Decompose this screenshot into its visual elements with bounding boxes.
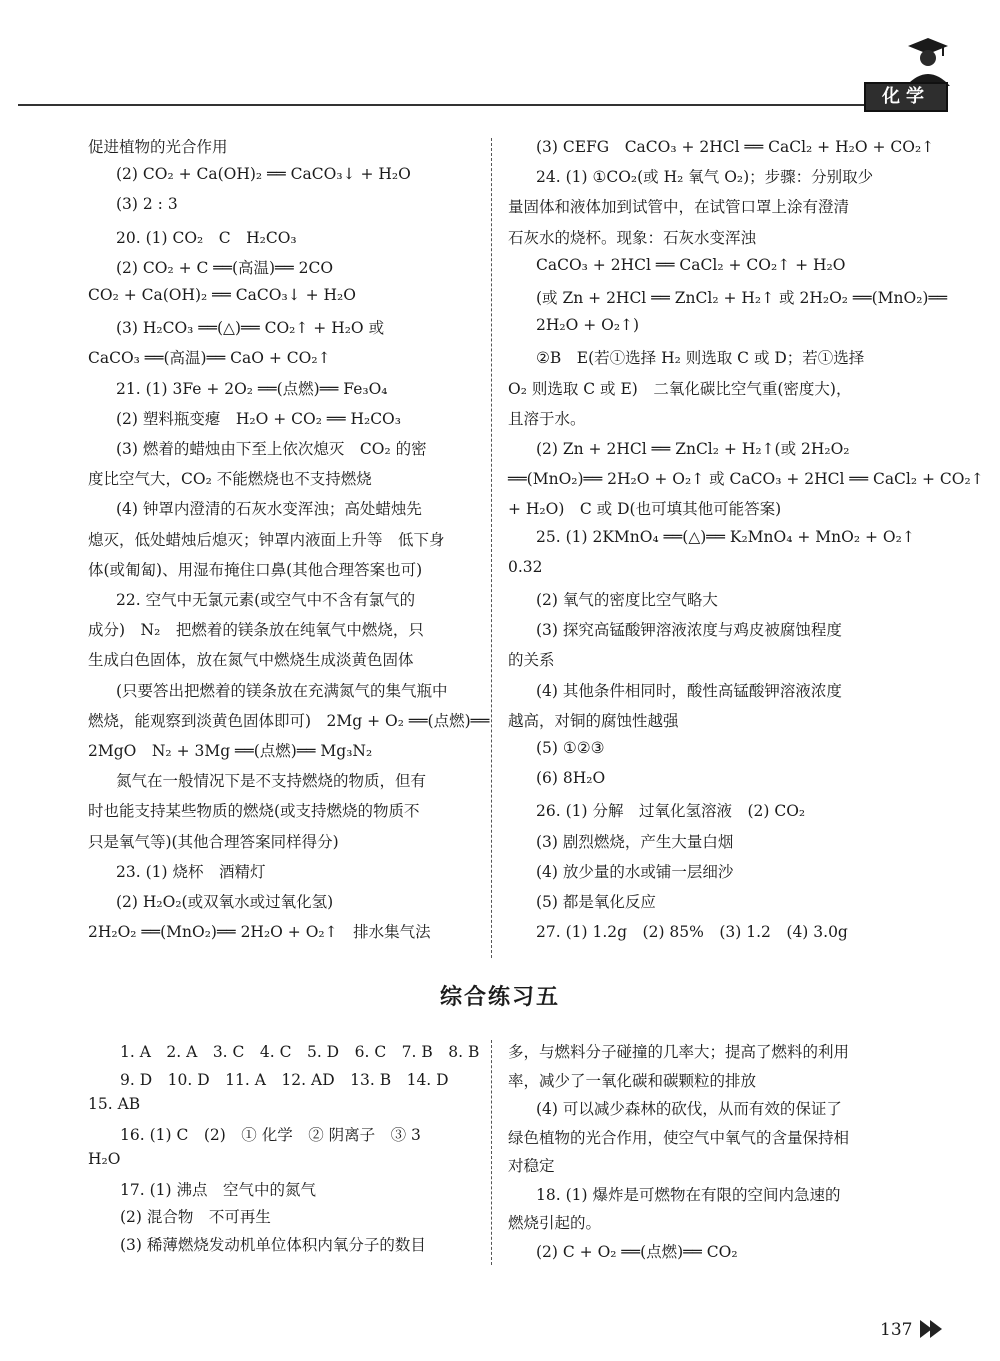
answer-line: (4) 钟罩内澄清的石灰水变浑浊；高处蜡烛先: [116, 500, 422, 519]
answer-line: (2) 混合物 不可再生: [120, 1208, 271, 1226]
answer-line: 绿色植物的光合作用，使空气中氧气的含量保持相: [508, 1128, 850, 1147]
answer-line: (3) 剧烈燃烧，产生大量白烟: [536, 832, 734, 851]
answer-line: 2H₂O + O₂↑): [536, 316, 640, 335]
answer-line: (2) CO₂ + C ══(高温)══ 2CO: [116, 258, 334, 277]
answer-line: 量固体和液体加到试管中，在试管口罩上涂有澄清: [508, 198, 850, 217]
answer-line: (5) ①②③: [536, 739, 605, 757]
answer-line: 21. (1) 3Fe + 2O₂ ══(点燃)══ Fe₃O₄: [116, 379, 388, 398]
answer-line: (4) 其他条件相同时，酸性高锰酸钾溶液浓度: [536, 681, 842, 700]
next-page-arrow-icon: [918, 1318, 946, 1340]
answer-line: 9. D 10. D 11. A 12. AD 13. B 14. D: [120, 1070, 449, 1089]
answer-line: 2H₂O₂ ══(MnO₂)══ 2H₂O + O₂↑ 排水集气法: [88, 923, 431, 942]
answer-line: 燃烧引起的。: [508, 1214, 602, 1232]
answer-line: (3) 稀薄燃烧发动机单位体积内氧分子的数目: [120, 1235, 426, 1254]
answer-line: 20. (1) CO₂ C H₂CO₃: [116, 228, 297, 247]
answer-line: 0.32: [508, 557, 543, 576]
answer-line: CaCO₃ ══(高温)══ CaO + CO₂↑: [88, 349, 331, 368]
answer-line: 时也能支持某些物质的燃烧(或支持燃烧的物质不: [88, 802, 420, 821]
answer-line: (只要答出把燃着的镁条放在充满氮气的集气瓶中: [116, 681, 448, 700]
graduate-icon: [898, 36, 958, 86]
answer-line: 22. 空气中无氯元素(或空气中不含有氯气的: [116, 591, 416, 609]
answer-line: (6) 8H₂O: [536, 769, 606, 788]
answer-line: 且溶于水。: [508, 409, 586, 428]
answer-line: 率，减少了一氧化碳和碳颗粒的排放: [508, 1071, 757, 1090]
answer-line: 18. (1) 爆炸是可燃物在有限的空间内急速的: [536, 1185, 841, 1204]
answer-line: 只是氧气等)(其他合理答案同样得分): [88, 832, 339, 851]
answer-line: 26. (1) 分解 过氧化氢溶液 (2) CO₂: [536, 802, 806, 821]
page-header: [0, 0, 1000, 120]
answer-line: 石灰水的烧杯。现象：石灰水变浑浊: [508, 228, 757, 247]
answer-line: ②B E(若①选择 H₂ 则选取 C 或 D；若①选择: [536, 349, 865, 368]
answer-line: 氮气在一般情况下是不支持燃烧的物质，但有: [116, 772, 427, 791]
answer-line: H₂O: [88, 1150, 121, 1168]
answer-line: 生成白色固体，放在氮气中燃烧生成淡黄色固体: [88, 651, 414, 670]
answer-line: (2) Zn + 2HCl ══ ZnCl₂ + H₂↑(或 2H₂O₂: [536, 440, 850, 458]
answer-line: 度比空气大，CO₂ 不能燃烧也不支持燃烧: [88, 470, 372, 489]
answer-line: ══(MnO₂)══ 2H₂O + O₂↑ 或 CaCO₃ + 2HCl ══ CaCl₂ + CO₂↑: [508, 470, 984, 489]
header-rule: [18, 104, 866, 106]
section-divider: [491, 1040, 492, 1265]
subject-tab: 化学: [864, 82, 948, 112]
answer-line: (3) CEFG CaCO₃ + 2HCl ══ CaCl₂ + H₂O + CO₂↑: [536, 138, 935, 156]
answer-line: 越高，对铜的腐蚀性越强: [508, 711, 679, 730]
answer-line: CaCO₃ + 2HCl ══ CaCl₂ + CO₂↑ + H₂O: [536, 255, 846, 274]
answer-line: 熄灭，低处蜡烛后熄灭；钟罩内液面上升等 低下身: [88, 530, 445, 549]
answer-line: 15. AB: [88, 1095, 141, 1113]
answer-line: (2) CO₂ + Ca(OH)₂ ══ CaCO₃↓ + H₂O: [116, 165, 411, 184]
answer-line: CO₂ + Ca(OH)₂ ══ CaCO₃↓ + H₂O: [88, 286, 356, 304]
answer-line: (3) 2 : 3: [116, 195, 178, 214]
answer-line: 24. (1) ①CO₂(或 H₂ 氧气 O₂)；步骤：分别取少: [536, 168, 874, 187]
answer-line: (3) 探究高锰酸钾溶液浓度与鸡皮被腐蚀程度: [536, 621, 842, 640]
answer-line: + H₂O) C 或 D(也可填其他可能答案): [508, 500, 782, 519]
page-number: 137: [880, 1320, 913, 1340]
answer-line: (2) C + O₂ ══(点燃)══ CO₂: [536, 1242, 738, 1261]
answer-line: (2) H₂O₂(或双氧水或过氧化氢): [116, 893, 334, 911]
answer-line: 2MgO N₂ + 3Mg ══(点燃)══ Mg₃N₂: [88, 742, 373, 760]
answer-line: (或 Zn + 2HCl ══ ZnCl₂ + H₂↑ 或 2H₂O₂ ══(MnO₂)══: [536, 289, 948, 307]
answer-line: O₂ 则选取 C 或 E) 二氧化碳比空气重(密度大)，: [508, 379, 852, 398]
answer-line: 1. A 2. A 3. C 4. C 5. D 6. C 7. B 8. B: [120, 1043, 480, 1061]
answer-line: (2) 氧气的密度比空气略大: [536, 591, 718, 609]
answer-line: (3) H₂CO₃ ══(△)══ CO₂↑ + H₂O 或: [116, 319, 385, 338]
section-title: 综合练习五: [439, 985, 560, 1010]
answer-line: 对稳定: [508, 1157, 555, 1175]
answer-line: 的关系: [508, 651, 555, 670]
answer-line: (2) 塑料瓶变瘪 H₂O + CO₂ ══ H₂CO₃: [116, 409, 401, 428]
answer-line: 燃烧，能观察到淡黄色固体即可) 2Mg + O₂ ══(点燃)══: [88, 711, 490, 730]
answer-line: 促进植物的光合作用: [88, 138, 228, 156]
answer-line: (4) 放少量的水或铺一层细沙: [536, 862, 734, 881]
answer-line: (3) 燃着的蜡烛由下至上依次熄灭 CO₂ 的密: [116, 440, 427, 458]
answer-line: (5) 都是氧化反应: [536, 893, 656, 911]
answer-line: 16. (1) C (2) ① 化学 ② 阴离子 ③ 3: [120, 1125, 421, 1144]
column-divider: [491, 138, 492, 958]
answer-line: 成分) N₂ 把燃着的镁条放在纯氧气中燃烧，只: [88, 621, 424, 640]
answer-line: (4) 可以减少森林的砍伐，从而有效的保证了: [536, 1100, 842, 1118]
answer-line: 17. (1) 沸点 空气中的氮气: [120, 1180, 316, 1199]
answer-line: 多，与燃料分子碰撞的几率大；提高了燃料的利用: [508, 1043, 850, 1061]
answer-line: 25. (1) 2KMnO₄ ══(△)══ K₂MnO₄ + MnO₂ + O₂↑: [536, 527, 915, 546]
answer-line: 27. (1) 1.2g (2) 85% (3) 1.2 (4) 3.0g: [536, 923, 848, 942]
answer-line: 23. (1) 烧杯 酒精灯: [116, 862, 266, 881]
answer-line: 体(或匍匐)、用湿布掩住口鼻(其他合理答案也可): [88, 560, 423, 579]
